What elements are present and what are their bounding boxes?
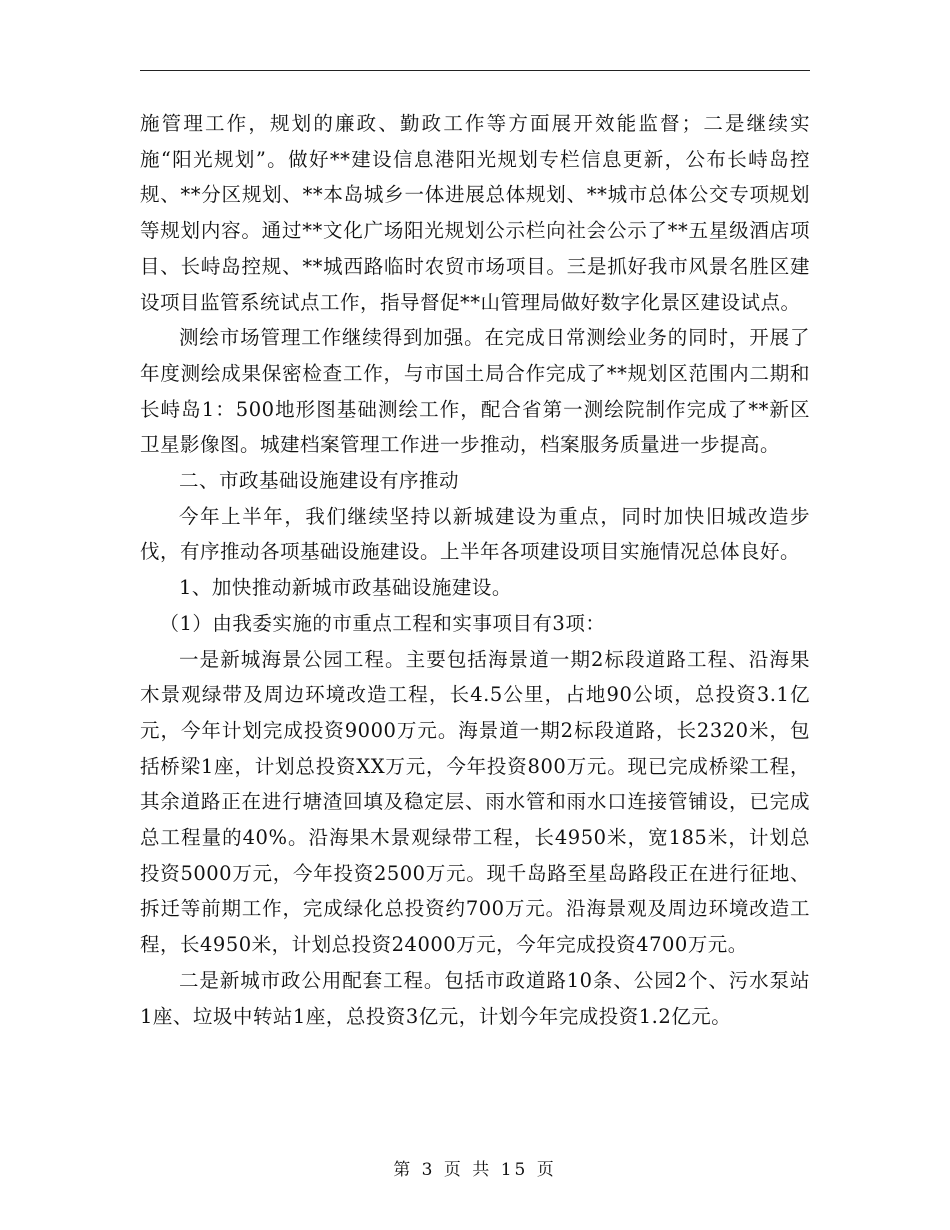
paragraph-planning-supervision: 施管理工作，规划的廉政、勤政工作等方面展开效能监督；二是继续实施“阳光规划”。做好**建设信息港阳光规划专栏信息更新，公布长峙岛控规、**分区规划、**本岛城乡一体进展总体规划、**城市总体公交专项规划等规划内容。通过**文化广场阳光规划公示栏向社会公示了**五星级酒店项目、长峙岛控规、**城西路临时农贸市场项目。三是抓好我市风景名胜区建设项目监管系统试点工作，指导督促**山管理局做好数字化景区建设试点。 [140,112,810,314]
subheading-key-projects: （1）由我委实施的市重点工程和实事项目有3项： [159,611,606,635]
header-rule [140,70,810,71]
paragraph-public-facilities: 二是新城市政公用配套工程。包括市政道路10条、公园2个、污水泵站1座、垃圾中转站1座，总投资3亿元，计划今年完成投资1.2亿元。 [140,968,810,1028]
paragraph-first-half-overview: 今年上半年，我们继续坚持以新城建设为重点，同时加快旧城改造步伐，有序推动各项基础设施建设。上半年各项建设项目实施情况总体良好。 [140,504,810,564]
paragraph-surveying-market: 测绘市场管理工作继续得到加强。在完成日常测绘业务的同时，开展了年度测绘成果保密检查工作，与市国土局合作完成了**规划区范围内二期和长峙岛1：500地形图基础测绘工作，配合省第一测绘院制作完成了**新区卫星影像图。城建档案管理工作进一步推动，档案服务质量进一步提高。 [140,326,810,457]
paragraph-seaview-park: 一是新城海景公园工程。主要包括海景道一期2标段道路工程、沿海果木景观绿带及周边环境改造工程，长4.5公里，占地90公顷，总投资3.1亿元，今年计划完成投资9000万元。海景道一期2标段道路，长2320米，包括桥梁1座，计划总投资XX万元，今年投资800万元。现已完成桥梁工程，其余道路正在进行塘渣回填及稳定层、雨水管和雨水口连接管铺设，已完成总工程量的40%。沿海果木景观绿带工程，长4950米，宽185米，计划总投资5000万元，今年投资2500万元。现千岛路至星岛路段正在进行征地、拆迁等前期工作，完成绿化总投资约700万元。沿海景观及周边环境改造工程，长4950米，计划总投资24000万元，今年完成投资4700万元。 [140,647,810,957]
section-heading-municipal-infrastructure: 二、市政基础设施建设有序推动 [179,469,460,493]
page-number-footer: 第 3 页 共 15 页 [393,1160,557,1180]
subheading-new-city-infrastructure: 1、加快推动新城市政基础设施建设。 [179,576,512,600]
document-body [140,106,810,1034]
